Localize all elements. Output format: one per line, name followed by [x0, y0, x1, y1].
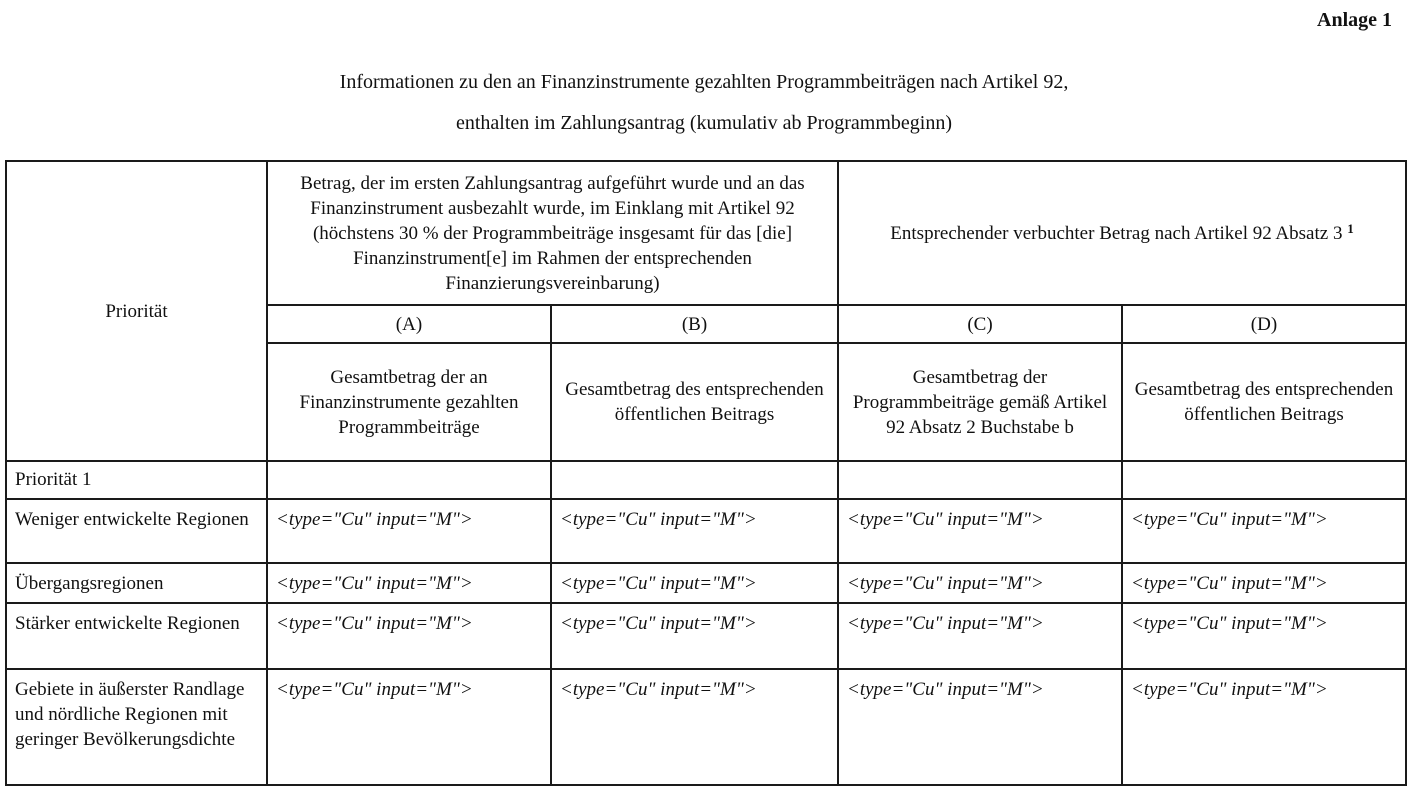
table-cell[interactable]: <type="Cu" input="M"> — [1122, 603, 1406, 669]
first-payment-group-header: Betrag, der im ersten Zahlungsantrag aufgeführt wurde und an das Finanzinstrument ausbezahlt wurde, im Einklang mit Artikel 92 (höchstens 30 % der Programmbeiträge insgesamt für das [die] Finanzinstrument[e] im Rahmen der entsprechenden Finanzierungsvereinbarung) — [267, 161, 838, 305]
column-description-c: Gesamtbetrag der Programmbeiträge gemäß Artikel 92 Absatz 2 Buchstabe b — [838, 343, 1122, 461]
table-cell[interactable] — [551, 461, 838, 499]
table-cell[interactable]: <type="Cu" input="M"> — [1122, 499, 1406, 563]
row-label: Stärker entwickelte Regionen — [6, 603, 267, 669]
column-description-b: Gesamtbetrag des entsprechenden öffentlichen Beitrags — [551, 343, 838, 461]
payment-contributions-table — [5, 160, 1407, 786]
document-title-line-1: Informationen zu den an Finanzinstrumente gezahlten Programmbeiträgen nach Artikel 92, — [339, 71, 1069, 93]
table-row — [6, 461, 1406, 499]
table-row — [6, 499, 1406, 563]
column-letter-d: (D) — [1122, 305, 1406, 343]
row-label: Weniger entwickelte Regionen — [6, 499, 267, 563]
table-cell[interactable]: <type="Cu" input="M"> — [838, 603, 1122, 669]
annex-label: Anlage 1 — [1317, 9, 1392, 31]
table-cell[interactable]: <type="Cu" input="M"> — [838, 499, 1122, 563]
table-cell[interactable]: <type="Cu" input="M"> — [551, 669, 838, 785]
priority-column-header: Priorität — [6, 161, 267, 461]
table-cell[interactable]: <type="Cu" input="M"> — [1122, 563, 1406, 603]
booked-amount-group-header-text: Entsprechender verbuchter Betrag nach Artikel 92 Absatz 3 — [890, 222, 1343, 244]
column-letter-c: (C) — [838, 305, 1122, 343]
column-letter-b: (B) — [551, 305, 838, 343]
row-label: Priorität 1 — [6, 461, 267, 499]
table-cell[interactable] — [838, 461, 1122, 499]
table-row — [6, 603, 1406, 669]
footnote-marker: 1 — [1347, 220, 1354, 236]
table-cell[interactable]: <type="Cu" input="M"> — [838, 669, 1122, 785]
table-cell[interactable]: <type="Cu" input="M"> — [838, 563, 1122, 603]
table-cell[interactable]: <type="Cu" input="M"> — [267, 499, 551, 563]
column-description-a: Gesamtbetrag der an Finanzinstrumente gezahlten Programmbeiträge — [267, 343, 551, 461]
table-cell[interactable] — [1122, 461, 1406, 499]
table-row — [6, 669, 1406, 785]
table-cell[interactable]: <type="Cu" input="M"> — [551, 499, 838, 563]
table-cell[interactable]: <type="Cu" input="M"> — [1122, 669, 1406, 785]
table-cell[interactable]: <type="Cu" input="M"> — [267, 669, 551, 785]
table-row — [6, 563, 1406, 603]
column-letter-a: (A) — [267, 305, 551, 343]
row-label: Übergangsregionen — [6, 563, 267, 603]
table-cell[interactable]: <type="Cu" input="M"> — [551, 603, 838, 669]
table-cell[interactable] — [267, 461, 551, 499]
row-label: Gebiete in äußerster Randlage und nördliche Regionen mit geringer Bevölkerungsdichte — [6, 669, 267, 785]
table-cell[interactable]: <type="Cu" input="M"> — [267, 603, 551, 669]
booked-amount-group-header — [838, 161, 1406, 305]
table-cell[interactable]: <type="Cu" input="M"> — [267, 563, 551, 603]
column-description-d: Gesamtbetrag des entsprechenden öffentlichen Beitrags — [1122, 343, 1406, 461]
document-title-line-2: enthalten im Zahlungsantrag (kumulativ ab Programmbeginn) — [456, 112, 952, 134]
table-cell[interactable]: <type="Cu" input="M"> — [551, 563, 838, 603]
